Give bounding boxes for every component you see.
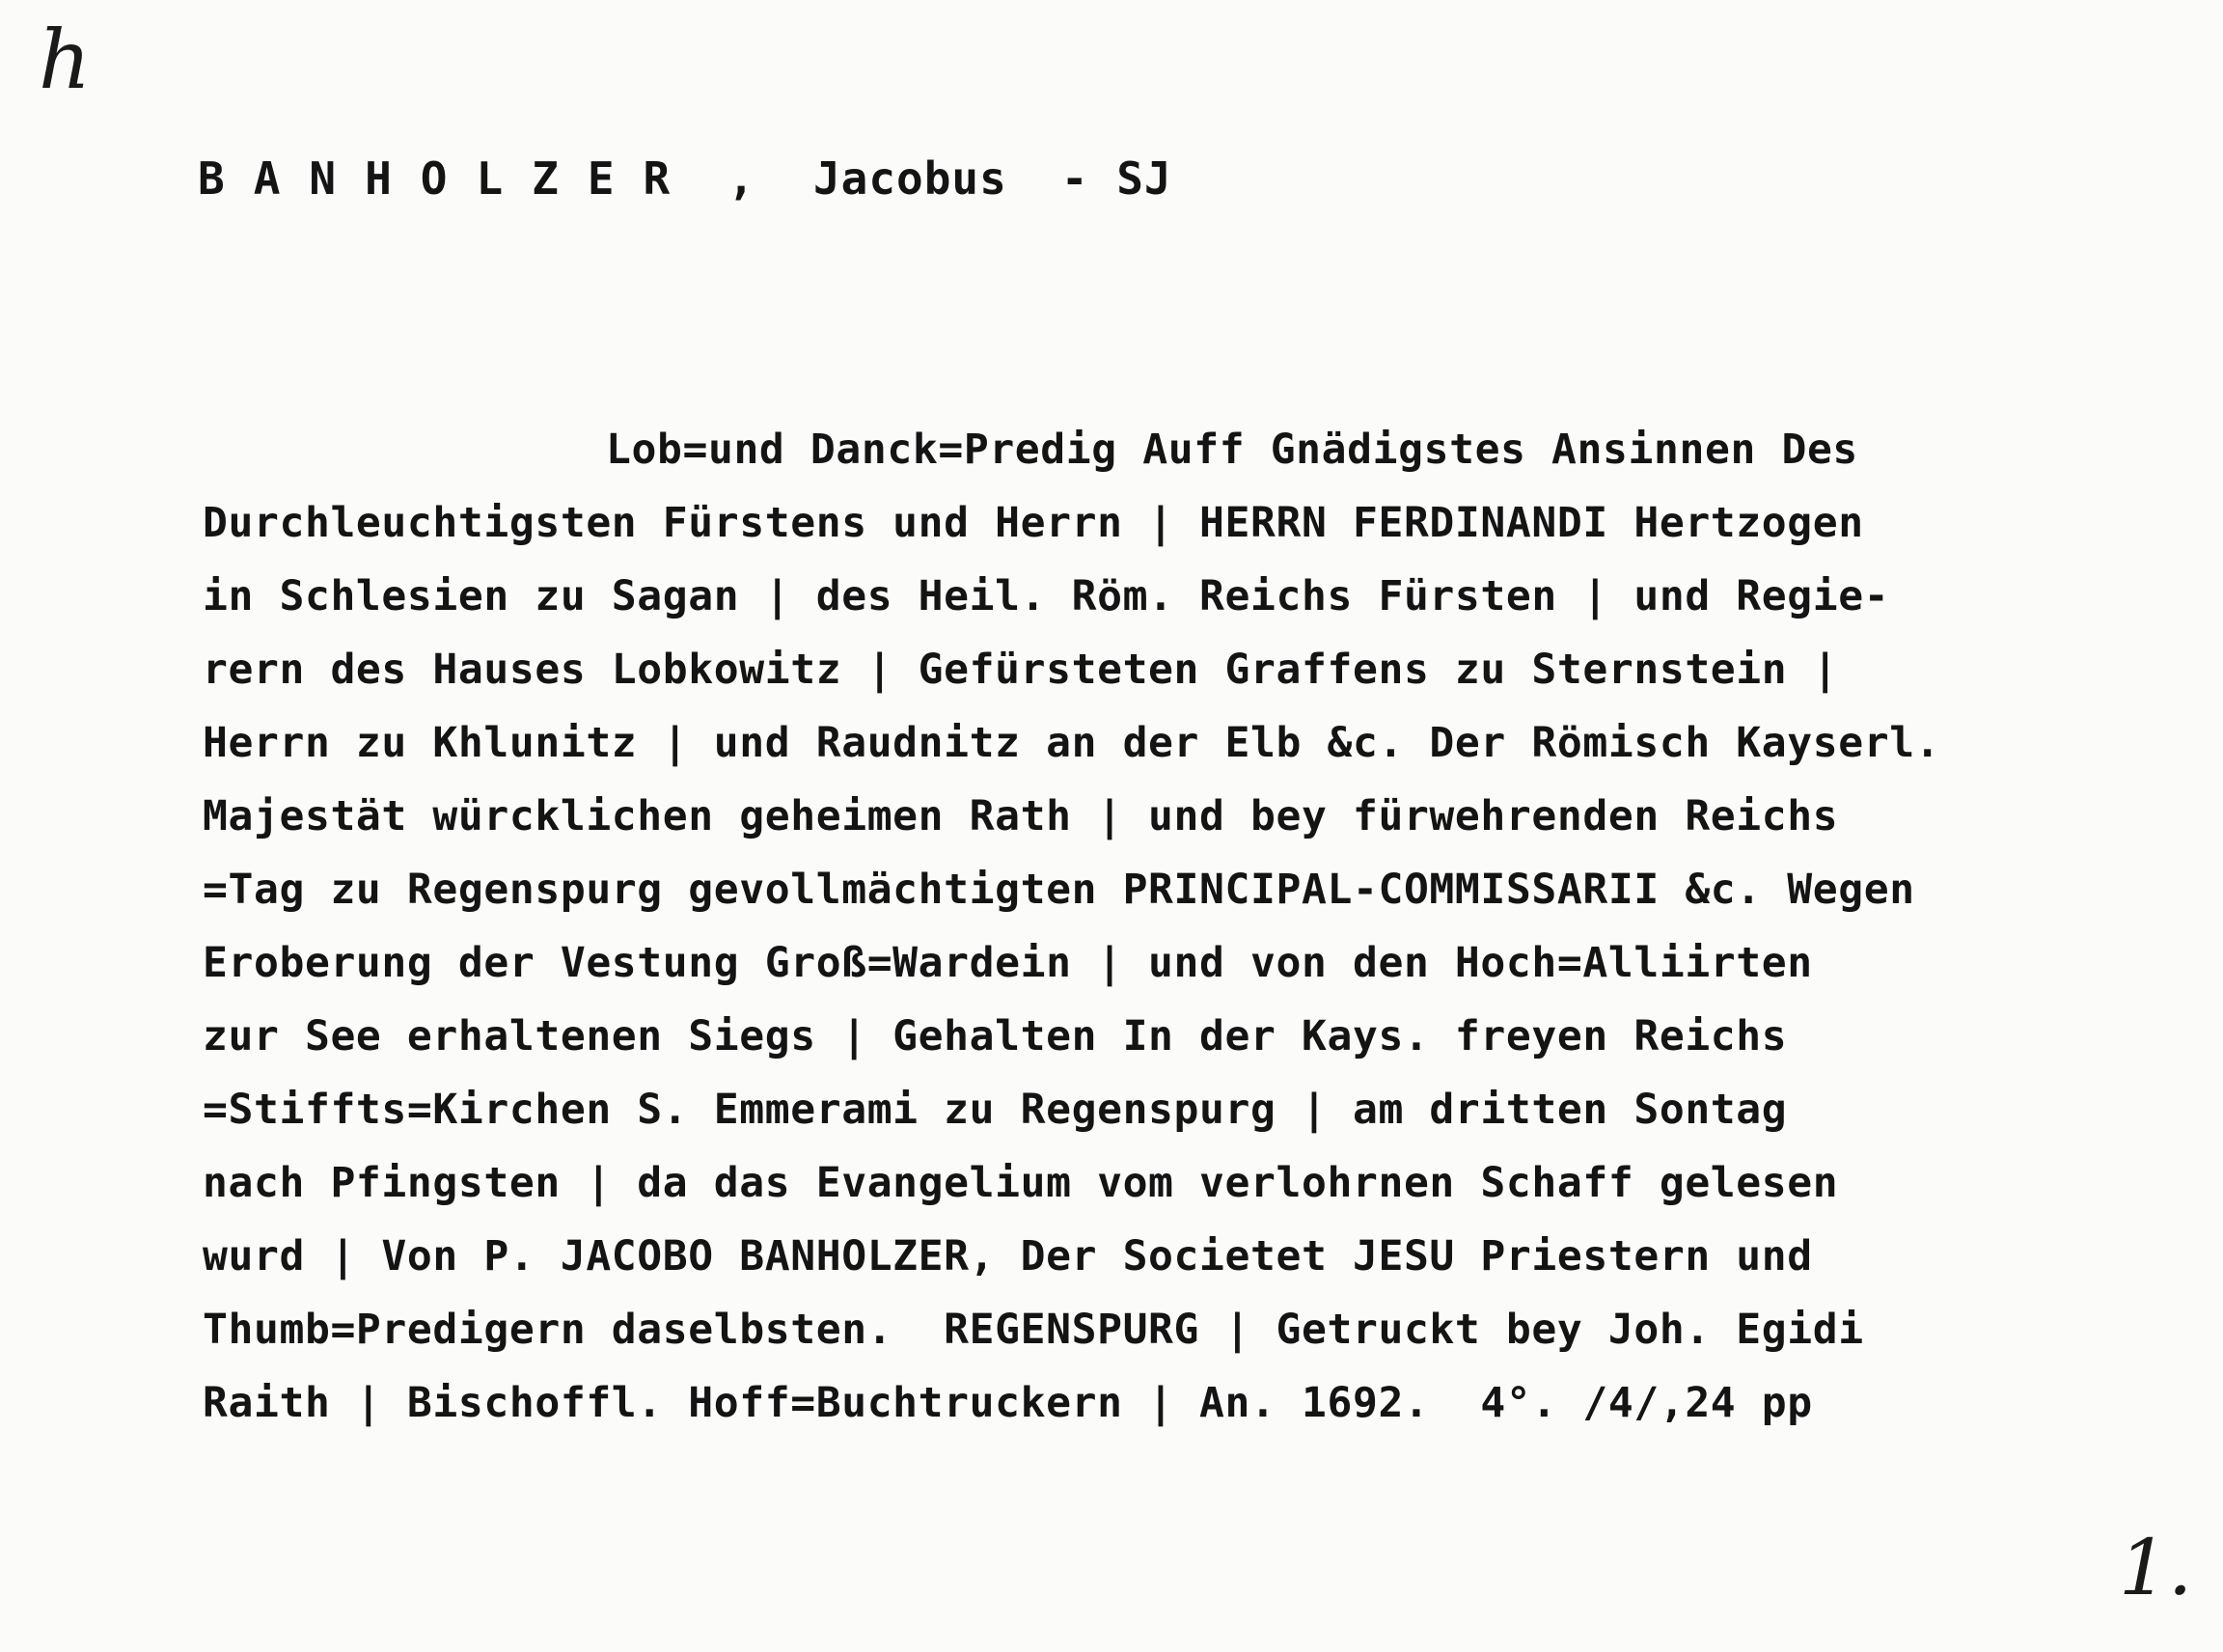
entry-heading bbox=[198, 152, 1172, 205]
heading-separator: , bbox=[727, 152, 755, 205]
description-line: in Schlesien zu Sagan | des Heil. Röm. Reichs Fürsten | und Regie- bbox=[203, 572, 1890, 620]
description-line: Majestät würcklichen geheimen Rath | und bey fürwehrenden Reichs bbox=[203, 792, 1839, 840]
description-line: Raith | Bischoffl. Hoff=Buchtruckern | An. 1692. 4°. /4/,24 pp bbox=[203, 1379, 1813, 1427]
description-line: zur See erhaltenen Siegs | Gehalten In der Kays. freyen Reichs bbox=[203, 1012, 1788, 1060]
handwritten-mark-top-left: h bbox=[39, 13, 92, 107]
religious-order: - SJ bbox=[1060, 152, 1172, 205]
description-line: Durchleuchtigsten Fürstens und Herrn | HERRN FERDINANDI Hertzogen bbox=[203, 499, 1864, 547]
description-line: Thumb=Predigern daselbsten. REGENSPURG | Getruckt bey Joh. Egidi bbox=[203, 1306, 1864, 1354]
description-line: wurd | Von P. JACOBO BANHOLZER, Der Societet JESU Priestern und bbox=[203, 1232, 1813, 1280]
description-line: =Tag zu Regenspurg gevollmächtigten PRINCIPAL-COMMISSARII &c. Wegen bbox=[203, 866, 1915, 914]
author-surname: BANHOLZER bbox=[198, 152, 700, 205]
description-line: =Stiffts=Kirchen S. Emmerami zu Regenspurg | am dritten Sontag bbox=[203, 1086, 1788, 1134]
description-line: Lob=und Danck=Predig Auff Gnädigstes Ansinnen Des bbox=[606, 426, 1858, 474]
handwritten-page-number: 1. bbox=[2119, 1523, 2193, 1612]
author-given-name: Jacobus bbox=[812, 152, 1007, 205]
description-line: Herrn zu Khlunitz | und Raudnitz an der Elb &c. Der Römisch Kayserl. bbox=[203, 719, 1941, 767]
description-line: Eroberung der Vestung Groß=Wardein | und von den Hoch=Alliirten bbox=[203, 939, 1813, 987]
bibliographic-description bbox=[203, 413, 2209, 1440]
description-line: rern des Hauses Lobkowitz | Gefürsteten Graffens zu Sternstein | bbox=[203, 646, 1839, 694]
description-line: nach Pfingsten | da das Evangelium vom verlohrnen Schaff gelesen bbox=[203, 1159, 1839, 1207]
